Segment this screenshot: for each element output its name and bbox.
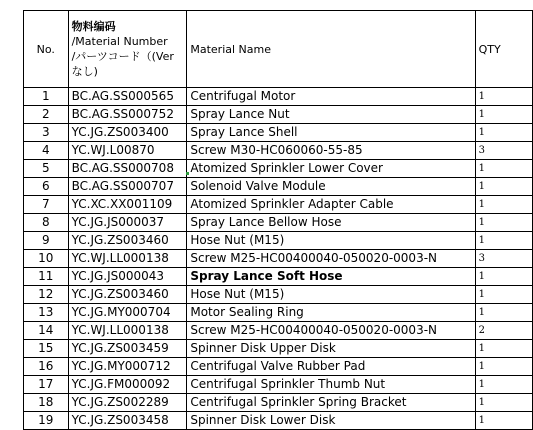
row-no: 3 [24, 124, 69, 142]
row-qty: 1 [475, 232, 532, 250]
table-row [24, 340, 533, 358]
header-qty: QTY [475, 11, 532, 88]
row-material-name: Spinner Disk Upper Disk [187, 340, 475, 358]
row-no: 6 [24, 178, 69, 196]
table-row [24, 214, 533, 232]
header-material-number [68, 11, 187, 88]
materials-table [23, 10, 533, 430]
row-qty: 3 [475, 142, 532, 160]
row-material-name: Centrifugal Sprinkler Thumb Nut [187, 376, 475, 394]
row-material-number: YC.JG.MY000712 [68, 358, 187, 376]
header-code-line2: /Material Number [72, 35, 168, 48]
table-row [24, 358, 533, 376]
row-no: 11 [24, 268, 69, 286]
row-material-name: Spray Lance Bellow Hose [187, 214, 475, 232]
row-material-number: YC.JG.FM000092 [68, 376, 187, 394]
table-row [24, 124, 533, 142]
row-no: 8 [24, 214, 69, 232]
table-row [24, 394, 533, 412]
row-qty: 1 [475, 160, 532, 178]
table-row [24, 88, 533, 106]
row-material-number: YC.JG.ZS003400 [68, 124, 187, 142]
row-no: 19 [24, 412, 69, 430]
row-qty: 1 [475, 106, 532, 124]
row-material-name: Solenoid Valve Module [187, 178, 475, 196]
row-no: 10 [24, 250, 69, 268]
table-row [24, 178, 533, 196]
row-material-number: YC.XC.XX001109 [68, 196, 187, 214]
row-no: 7 [24, 196, 69, 214]
row-no: 17 [24, 376, 69, 394]
row-material-name: Hose Nut (M15) [187, 232, 475, 250]
row-material-name: Motor Sealing Ring [187, 304, 475, 322]
row-material-name: Centrifugal Valve Rubber Pad [187, 358, 475, 376]
table-row [24, 286, 533, 304]
row-material-name: Spray Lance Shell [187, 124, 475, 142]
header-no: No. [24, 11, 69, 88]
row-material-number: YC.JG.ZS002289 [68, 394, 187, 412]
table-row [24, 322, 533, 340]
row-no: 15 [24, 340, 69, 358]
row-no: 1 [24, 88, 69, 106]
row-no: 9 [24, 232, 69, 250]
row-material-number: YC.JG.ZS003458 [68, 412, 187, 430]
header-code-line3: /パーツコード（(Verなし) [72, 50, 174, 78]
row-no: 14 [24, 322, 69, 340]
row-material-name: Screw M25-HC00400040-050020-0003-N [187, 250, 475, 268]
row-qty: 1 [475, 304, 532, 322]
table-row [24, 268, 533, 286]
row-qty: 1 [475, 214, 532, 232]
table-row [24, 160, 533, 178]
row-qty: 1 [475, 376, 532, 394]
row-no: 18 [24, 394, 69, 412]
row-material-name: Hose Nut (M15) [187, 286, 475, 304]
row-no: 16 [24, 358, 69, 376]
row-material-number: BC.AG.SS000752 [68, 106, 187, 124]
row-qty: 1 [475, 88, 532, 106]
table-row [24, 196, 533, 214]
table-row [24, 232, 533, 250]
row-material-number: YC.JG.ZS003460 [68, 232, 187, 250]
row-material-number: YC.WJ.LL000138 [68, 322, 187, 340]
row-material-name: Atomized Sprinkler Adapter Cable [187, 196, 475, 214]
row-material-name: Centrifugal Sprinkler Spring Bracket [187, 394, 475, 412]
row-material-number: BC.AG.SS000565 [68, 88, 187, 106]
row-qty: 1 [475, 178, 532, 196]
table-header-row [24, 11, 533, 88]
row-qty: 1 [475, 286, 532, 304]
row-material-name: Spray Lance Soft Hose [187, 268, 475, 286]
row-no: 2 [24, 106, 69, 124]
table-row [24, 106, 533, 124]
row-qty: 3 [475, 250, 532, 268]
row-material-number: BC.AG.SS000707 [68, 178, 187, 196]
row-material-number: YC.JG.MY000704 [68, 304, 187, 322]
row-material-number: BC.AG.SS000708 [68, 160, 187, 178]
row-qty: 1 [475, 268, 532, 286]
row-no: 4 [24, 142, 69, 160]
row-qty: 1 [475, 412, 532, 430]
row-qty: 1 [475, 394, 532, 412]
row-qty: 1 [475, 124, 532, 142]
table-row [24, 142, 533, 160]
row-material-name: Atomized Sprinkler Lower Cover [187, 160, 475, 178]
row-material-number: YC.JG.JS000037 [68, 214, 187, 232]
row-qty: 1 [475, 358, 532, 376]
row-material-number: YC.WJ.L00870 [68, 142, 187, 160]
row-qty: 2 [475, 322, 532, 340]
row-no: 5 [24, 160, 69, 178]
cell-marker [186, 172, 189, 175]
table-row [24, 304, 533, 322]
table-row [24, 376, 533, 394]
row-no: 13 [24, 304, 69, 322]
header-material-name: Material Name [187, 11, 475, 88]
row-material-number: YC.JG.ZS003460 [68, 286, 187, 304]
row-material-number: YC.JG.ZS003459 [68, 340, 187, 358]
row-material-name: Centrifugal Motor [187, 88, 475, 106]
row-material-name: Spinner Disk Lower Disk [187, 412, 475, 430]
row-qty: 1 [475, 196, 532, 214]
row-qty: 1 [475, 340, 532, 358]
row-material-number: YC.WJ.LL000138 [68, 250, 187, 268]
row-material-number: YC.JG.JS000043 [68, 268, 187, 286]
row-material-name: Spray Lance Nut [187, 106, 475, 124]
table-row [24, 250, 533, 268]
row-no: 12 [24, 286, 69, 304]
header-code-line1: 物料编码 [72, 20, 116, 33]
row-material-name: Screw M30-HC060060-55-85 [187, 142, 475, 160]
row-material-name: Screw M25-HC00400040-050020-0003-N [187, 322, 475, 340]
